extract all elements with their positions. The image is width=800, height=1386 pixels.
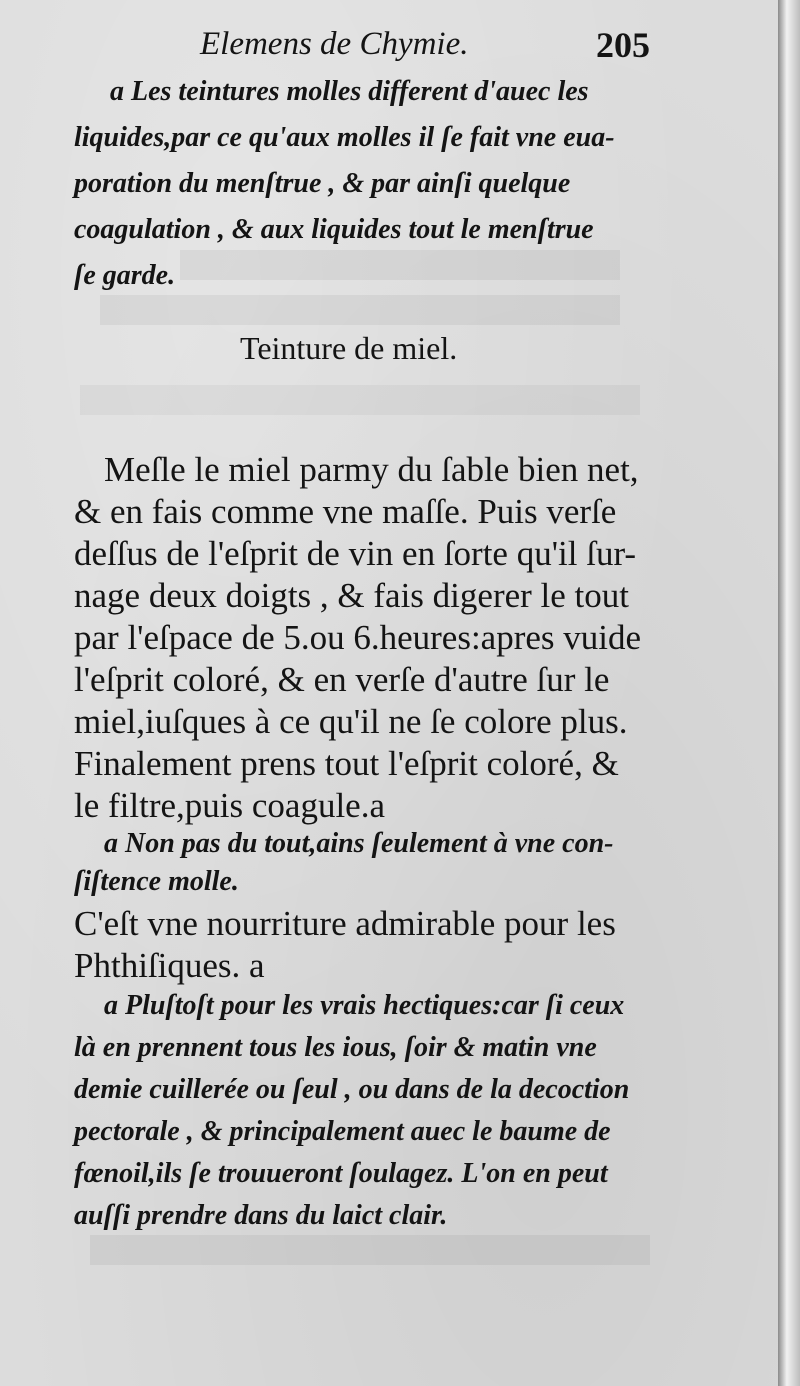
running-header: Elemens de Chymie. xyxy=(200,26,469,62)
note-line: pectorale , & principalement auec le baume de xyxy=(74,1116,611,1147)
note-line: fœnoil,ils ſe trouueront ſoulagez. L'on en peut xyxy=(74,1158,608,1189)
paragraph-line: par l'eſpace de 5.ou 6.heures:apres vuide xyxy=(74,618,642,657)
paragraph-line: le filtre,puis coagule.a xyxy=(74,786,385,825)
note-line: là en prennent tous les ious, ſoir & matin vne xyxy=(74,1032,597,1063)
note-line: ſe garde. xyxy=(74,260,176,291)
note-line: liquides,par ce qu'aux molles il ſe fait vne eua- xyxy=(74,122,615,153)
section-title: Teinture de miel. xyxy=(240,330,458,366)
note-line: a Les teintures molles different d'auec les xyxy=(110,76,589,107)
show-through-blot xyxy=(100,295,620,325)
note-line: a Pluſtoſt pour les vrais hectiques:car ſi ceux xyxy=(104,990,625,1021)
show-through-blot xyxy=(90,1235,650,1265)
note-line: coagulation , & aux liquides tout le menſtrue xyxy=(74,214,594,245)
paragraph-line: nage deux doigts , & fais digerer le tout xyxy=(74,576,629,615)
note-line: demie cuillerée ou ſeul , ou dans de la decoction xyxy=(74,1074,630,1105)
show-through-blot xyxy=(80,385,640,415)
paragraph-line: l'eſprit coloré, & en verſe d'autre ſur le xyxy=(74,660,610,699)
note-line: ſiſtence molle. xyxy=(74,866,239,897)
note-line: poration du menſtrue , & par ainſi quelque xyxy=(74,168,571,199)
show-through-blot xyxy=(180,250,620,280)
paragraph-line: & en fais comme vne maſſe. Puis verſe xyxy=(74,492,617,531)
note-line: auſſi prendre dans du laict clair. xyxy=(74,1200,448,1231)
paragraph-line: deſſus de l'eſprit de vin en ſorte qu'il ſur- xyxy=(74,534,637,573)
paragraph-line: miel,iuſques à ce qu'il ne ſe colore plus. xyxy=(74,702,628,741)
paragraph-line: Phthiſiques. a xyxy=(74,946,265,985)
page-number: 205 xyxy=(596,25,650,65)
note-line: a Non pas du tout,ains ſeulement à vne con- xyxy=(104,828,614,859)
paragraph-line: C'eſt vne nourriture admirable pour les xyxy=(74,904,616,943)
page-edge xyxy=(778,0,800,1386)
paragraph-line: Meſle le miel parmy du ſable bien net, xyxy=(104,450,639,489)
paragraph-line: Finalement prens tout l'eſprit coloré, & xyxy=(74,744,619,783)
